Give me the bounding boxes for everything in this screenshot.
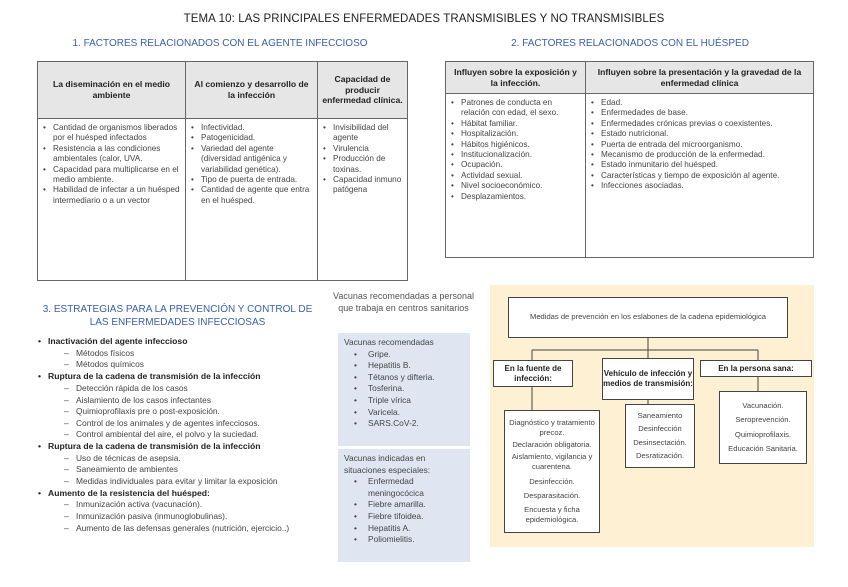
- healthy-person-measures-box: [719, 391, 807, 464]
- list-item: • Resistencia a las condiciones ambientales (calor, UVA.: [42, 144, 181, 165]
- healthy-person-box: En la persona sana:: [700, 360, 812, 377]
- table1-cell: [318, 119, 408, 281]
- list-item: • Gripe.: [344, 349, 464, 361]
- list-item: • Tétanos y difteria.: [344, 372, 464, 384]
- chain-title-box: Medidas de prevención en los eslabones de la cadena epidemiológica: [508, 297, 788, 338]
- strategy-subitem: – Medidas individuales para evitar y limitar la exposición: [38, 476, 328, 488]
- list-item: • Puerta de entrada del microorganismo.: [590, 140, 809, 150]
- list-item: • Virulencia: [322, 144, 403, 154]
- strategy-subitem: – Aislamiento de los casos infectantes: [38, 395, 328, 407]
- list-item: • Cantidad de agente que entra en el huésped.: [190, 185, 313, 206]
- section2-title: 2. FACTORES RELACIONADOS CON EL HUÉSPED: [511, 38, 749, 49]
- list-item: • Triple vírica: [344, 395, 464, 407]
- table2-cell: [446, 94, 586, 258]
- list-item: • Poliomielitis.: [344, 534, 464, 546]
- list-item: • Enfermedades crónicas previas o coexistentes.: [590, 119, 809, 129]
- list-item: • Nivel socioeconómico.: [450, 181, 581, 191]
- table2-cell: [586, 94, 814, 258]
- list-item: • Enfermedad meningocócica: [344, 476, 464, 499]
- measure-item: Vacunación.: [742, 401, 784, 411]
- strategy-subitem: – Uso de técnicas de asepsia.: [38, 453, 328, 465]
- list-item: • Mecanismo de producción de la enfermedad.: [590, 150, 809, 160]
- measure-item: Diagnóstico y tratamiento precoz.: [509, 418, 595, 438]
- table1-header: La diseminación en el medio ambiente: [38, 62, 186, 119]
- list-item: • Capacidad inmunopatógena: [322, 175, 403, 196]
- list-item: • Estado nutricional.: [590, 129, 809, 139]
- measure-item: Desparasitación.: [523, 490, 581, 500]
- strategy-subitem: – Saneamiento de ambientes: [38, 464, 328, 476]
- measure-item: Desinsectación.: [633, 437, 687, 447]
- strategy-subitem: – Quimioprofilaxis pre o post-exposición.: [38, 406, 328, 418]
- strategy-subitem: – Métodos físicos: [38, 348, 328, 360]
- list-item: • Tipo de puerta de entrada.: [190, 175, 313, 185]
- list-item: • Fiebre amarilla.: [344, 499, 464, 511]
- list-item: • Enfermedades de base.: [590, 108, 809, 118]
- table2-header: Influyen sobre la exposición y la infección.: [446, 62, 586, 94]
- host-factors-table: [445, 61, 814, 258]
- page-title: TEMA 10: LAS PRINCIPALES ENFERMEDADES TRANSMISIBLES Y NO TRANSMISIBLES: [183, 13, 665, 25]
- strategy-item: • Ruptura de la cadena de transmisión de la infección: [38, 441, 328, 453]
- list-item: • Hábitat familiar.: [450, 119, 581, 129]
- table1-header: Capacidad de producir enfermedad clínica.: [318, 62, 408, 119]
- recommended-vaccines-title: Vacunas recomendadas: [344, 337, 434, 347]
- strategies-list: [38, 336, 328, 534]
- list-item: • Variedad del agente (diversidad antigénica y variabilidad genética).: [190, 144, 313, 175]
- list-item: • Fiebre tifoidea.: [344, 511, 464, 523]
- list-item: • Producción de toxinas.: [322, 154, 403, 175]
- list-item: • Características y tiempo de exposición al agente.: [590, 171, 809, 181]
- agent-factors-table: [37, 61, 408, 281]
- list-item: • Estado inmunitario del huésped.: [590, 160, 809, 170]
- table1-cell: [186, 119, 318, 281]
- vehicle-measures-box: [625, 404, 695, 468]
- list-item: • Desplazamientos.: [450, 192, 581, 202]
- measure-item: Saneamiento: [637, 411, 683, 421]
- measure-item: Declaración obligatoria.: [512, 440, 592, 450]
- transmission-vehicle-box: Vehículo de infección y medios de transmisión:: [602, 358, 694, 400]
- list-item: • Ocupación.: [450, 160, 581, 170]
- list-item: • Hábitos higiénicos.: [450, 140, 581, 150]
- strategy-item: • Inactivación del agente infeccioso: [38, 336, 328, 348]
- strategy-subitem: – Métodos químicos: [38, 359, 328, 371]
- strategy-subitem: – Inmunización pasiva (inmunoglobulinas).: [38, 511, 328, 523]
- strategy-subitem: – Aumento de las defensas generales (nutrición, ejercicio..): [38, 523, 328, 535]
- list-item: • Patrones de conducta en relación con edad, el sexo.: [450, 98, 581, 119]
- measure-item: Quimioprofilaxis.: [734, 429, 792, 439]
- strategy-subitem: – Control ambiental del aire, el polvo y la suciedad.: [38, 429, 328, 441]
- list-item: • Infectividad.: [190, 123, 313, 133]
- strategy-item: • Aumento de la resistencia del huésped:: [38, 488, 328, 500]
- table1-cell: [38, 119, 186, 281]
- list-item: • Institucionalización.: [450, 150, 581, 160]
- recommended-vaccines-box: [338, 333, 470, 446]
- list-item: • Invisibilidad del agente: [322, 123, 403, 144]
- list-item: • Actividad sexual.: [450, 171, 581, 181]
- section1-title: 1. FACTORES RELACIONADOS CON EL AGENTE INFECCIOSO: [72, 38, 368, 49]
- measure-item: Desinfección.: [529, 476, 575, 486]
- list-item: • Hepatitis A.: [344, 523, 464, 535]
- source-measures-box: [504, 410, 600, 533]
- measure-item: Seroprevención.: [735, 415, 791, 425]
- special-vaccines-box: [338, 449, 470, 562]
- section3-title: 3. ESTRATEGIAS PARA LA PREVENCIÓN Y CONTROL DE LAS ENFERMEDADES INFECCIOSAS: [42, 304, 313, 328]
- special-vaccines-title: Vacunas indicadas en situaciones especiales:: [344, 453, 431, 475]
- list-item: • Infecciones asociadas.: [590, 181, 809, 191]
- list-item: • Hepatitis B.: [344, 360, 464, 372]
- list-item: • Patogenicidad.: [190, 133, 313, 143]
- list-item: • Habilidad de infectar a un huésped intermediario o a un vector: [42, 185, 181, 206]
- list-item: • Cantidad de organismos liberados por el huésped infectados: [42, 123, 181, 144]
- list-item: • Edad.: [590, 98, 809, 108]
- vaccines-title: Vacunas recomendadas a personal que trabaja en centros sanitarios: [333, 291, 474, 314]
- measure-item: Aislamiento, vigilancia y cuarentena.: [511, 452, 593, 472]
- measure-item: Desinfección: [638, 424, 682, 434]
- source-of-infection-box: En la fuente de infección:: [493, 360, 573, 387]
- strategy-item: • Ruptura de la cadena de transmisión de la infección: [38, 371, 328, 383]
- strategy-subitem: – Inmunización activa (vacunación).: [38, 499, 328, 511]
- measure-item: Encuesta y ficha epidemiológica.: [524, 504, 580, 524]
- list-item: • Varicela.: [344, 407, 464, 419]
- strategy-subitem: – Detección rápida de los casos: [38, 383, 328, 395]
- prevention-chain-diagram: [490, 285, 814, 547]
- list-item: • Tosferina.: [344, 383, 464, 395]
- list-item: • Capacidad para multiplicarse en el medio ambiente.: [42, 165, 181, 186]
- table1-header: Al comienzo y desarrollo de la infección: [186, 62, 318, 119]
- list-item: • SARS.CoV-2.: [344, 418, 464, 430]
- measure-item: Educación Sanitaria.: [728, 443, 798, 453]
- strategy-subitem: – Control de los animales y de agentes infecciosos.: [38, 418, 328, 430]
- measure-item: Desratización.: [635, 450, 685, 460]
- table2-header: Influyen sobre la presentación y la gravedad de la enfermedad clínica: [586, 62, 814, 94]
- list-item: • Hospitalización.: [450, 129, 581, 139]
